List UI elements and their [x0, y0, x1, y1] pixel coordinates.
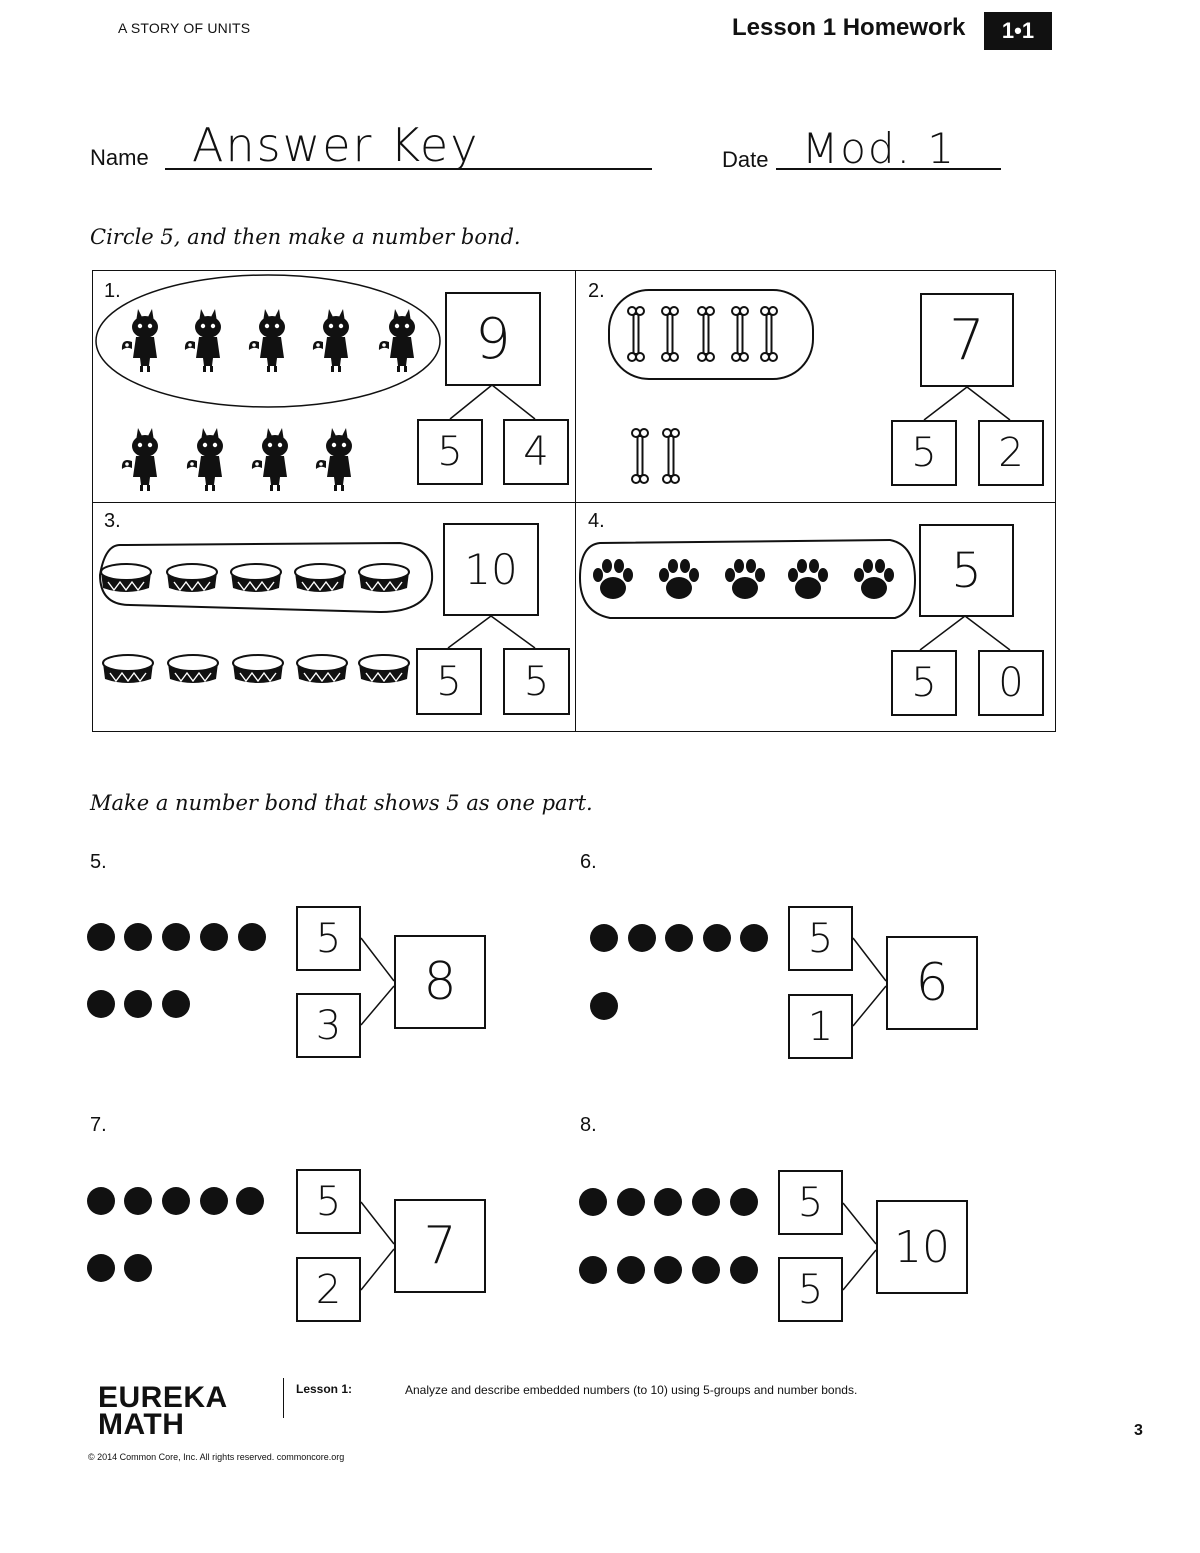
- bond-part-box: 5: [778, 1257, 843, 1322]
- problem-5-number: 5.: [90, 851, 107, 873]
- cat-icon: [249, 309, 285, 372]
- bond-whole-box: 7: [394, 1199, 486, 1293]
- problem-8-dots: [579, 1188, 758, 1284]
- bond-part-box: 2: [296, 1257, 361, 1322]
- name-value: Answer Key: [192, 118, 480, 172]
- drum-icon: [297, 655, 347, 683]
- bone-icon: [662, 307, 678, 361]
- bond-whole-box: 5: [919, 524, 1014, 617]
- problem-7-number: 7.: [90, 1114, 107, 1136]
- footer-lesson-description: Analyze and describe embedded numbers (to 10) using 5-groups and number bonds.: [405, 1383, 858, 1397]
- bond-line: [920, 616, 1010, 650]
- copyright-notice: © 2014 Common Core, Inc. All rights reserved. commoncore.org: [88, 1452, 345, 1462]
- bond-part-box: 0: [978, 650, 1044, 716]
- bond-part-box: 5: [296, 906, 361, 971]
- paw-print-icon: [788, 559, 828, 599]
- bond-line: [853, 938, 886, 1026]
- problem-7-dots: [87, 1187, 264, 1282]
- bond-whole-box: 6: [886, 936, 978, 1030]
- drum-icon: [168, 655, 218, 683]
- bond-line: [361, 1202, 394, 1290]
- bond-part-box: 5: [416, 648, 482, 715]
- problem-5-dots: [87, 923, 266, 1018]
- drum-icon: [359, 655, 409, 683]
- cat-icon: [122, 428, 158, 491]
- part1-instruction: Circle 5, and then make a number bond.: [90, 225, 521, 249]
- bond-part-box: 5: [778, 1170, 843, 1235]
- bond-part-box: 2: [978, 420, 1044, 486]
- bone-icon: [628, 307, 644, 361]
- bond-whole-box: 10: [443, 523, 539, 616]
- bond-whole-box: 9: [445, 292, 541, 386]
- bond-part-box: 5: [296, 1169, 361, 1234]
- bone-icon: [663, 429, 679, 483]
- logo-line-1: EUREKA: [98, 1381, 228, 1414]
- bond-part-box: 5: [891, 420, 957, 486]
- drum-icon: [233, 655, 283, 683]
- paw-print-icon: [659, 559, 699, 599]
- bone-icon: [698, 307, 714, 361]
- bond-part-box: 5: [891, 650, 957, 716]
- drum-icon: [101, 564, 151, 592]
- drum-icon: [295, 564, 345, 592]
- drum-icon: [359, 564, 409, 592]
- paw-print-icon: [854, 559, 894, 599]
- bone-icon: [761, 307, 777, 361]
- problem-2-number: 2.: [588, 280, 605, 302]
- bond-part-box: 4: [503, 419, 569, 485]
- cat-icon: [185, 309, 221, 372]
- bond-line: [448, 616, 535, 648]
- drum-icon: [167, 564, 217, 592]
- footer-lesson-label: Lesson 1:: [296, 1382, 353, 1396]
- paw-print-icon: [593, 559, 633, 599]
- bond-line: [843, 1203, 876, 1290]
- bond-line: [450, 385, 535, 419]
- problem-1-number: 1.: [104, 280, 121, 302]
- lesson-badge: 1•1: [984, 12, 1052, 50]
- bond-part-box: 5: [417, 419, 483, 485]
- bone-icon: [632, 429, 648, 483]
- problem-8-number: 8.: [580, 1114, 597, 1136]
- bone-icon: [732, 307, 748, 361]
- problem-3-number: 3.: [104, 510, 121, 532]
- bond-part-box: 5: [788, 906, 853, 971]
- eureka-math-logo: [98, 1381, 228, 1441]
- bond-whole-box: 7: [920, 293, 1014, 387]
- bond-part-box: 1: [788, 994, 853, 1059]
- date-label: Date: [722, 147, 769, 172]
- cat-icon: [122, 309, 158, 372]
- circle-five-oval: [609, 290, 813, 379]
- page-number: 3: [1134, 1422, 1143, 1439]
- bond-line: [361, 938, 394, 1025]
- drum-icon: [103, 655, 153, 683]
- bond-part-box: 5: [503, 648, 570, 715]
- drum-icon: [231, 564, 281, 592]
- logo-line-2: MATH: [98, 1408, 185, 1441]
- part2-instruction: Make a number bond that shows 5 as one part.: [90, 791, 593, 815]
- problem-6-dots: [590, 924, 768, 1020]
- story-of-units-label: A STORY OF UNITS: [118, 20, 251, 36]
- footer-divider: [283, 1378, 284, 1418]
- cat-icon: [313, 309, 349, 372]
- paw-print-icon: [725, 559, 765, 599]
- bond-part-box: 3: [296, 993, 361, 1058]
- cat-icon: [379, 309, 415, 372]
- bond-whole-box: 8: [394, 935, 486, 1029]
- date-value: Mod. 1: [802, 124, 957, 173]
- cat-icon: [316, 428, 352, 491]
- cat-icon: [187, 428, 223, 491]
- bond-whole-box: 10: [876, 1200, 968, 1294]
- problem-4-number: 4.: [588, 510, 605, 532]
- problem-6-number: 6.: [580, 851, 597, 873]
- name-label: Name: [90, 145, 149, 170]
- lesson-title: Lesson 1 Homework: [732, 14, 966, 41]
- bond-line: [924, 387, 1010, 420]
- cat-icon: [252, 428, 288, 491]
